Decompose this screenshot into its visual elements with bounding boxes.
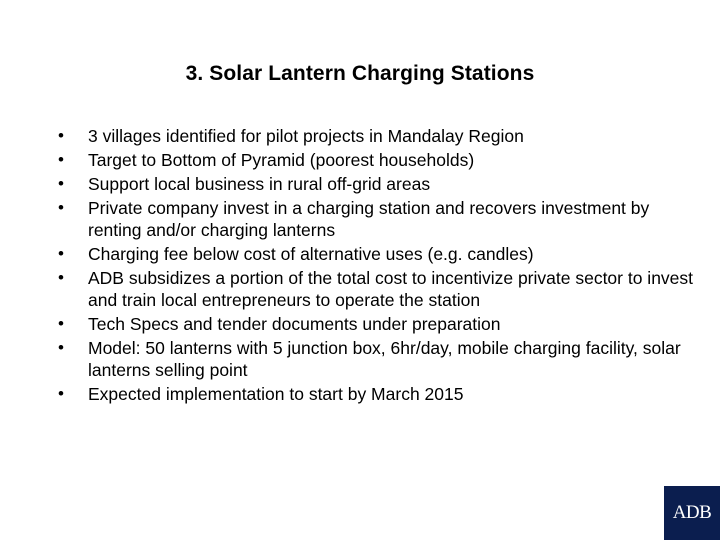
slide-title: 3. Solar Lantern Charging Stations: [185, 62, 535, 85]
bullet-text: Target to Bottom of Pyramid (poorest households): [88, 150, 475, 170]
bullet-item: [55, 149, 705, 171]
bullet-text: Private company invest in a charging station and recovers investment by renting and/or charging lanterns: [88, 198, 650, 240]
bullet-item: [55, 173, 705, 195]
bullet-text: Expected implementation to start by March 2015: [88, 384, 464, 404]
bullet-item: [55, 243, 705, 265]
adb-logo: ADB: [664, 486, 720, 540]
bullet-dot-icon: •: [58, 174, 64, 193]
bullet-list: [55, 125, 705, 407]
bullet-text: Model: 50 lanterns with 5 junction box, 6hr/day, mobile charging facility, solar lanterns selling point: [88, 338, 681, 380]
bullet-text: 3 villages identified for pilot projects in Mandalay Region: [88, 126, 524, 146]
bullet-dot-icon: •: [58, 268, 64, 287]
bullet-dot-icon: •: [58, 150, 64, 169]
bullet-item: [55, 267, 705, 311]
bullet-item: [55, 197, 705, 241]
bullet-dot-icon: •: [58, 198, 64, 217]
bullet-item: [55, 313, 705, 335]
bullet-text: Support local business in rural off-grid areas: [88, 174, 431, 194]
bullet-dot-icon: •: [58, 126, 64, 145]
bullet-item: [55, 337, 705, 381]
bullet-item: [55, 383, 705, 405]
bullet-text: Tech Specs and tender documents under preparation: [88, 314, 501, 334]
bullet-text: Charging fee below cost of alternative uses (e.g. candles): [88, 244, 534, 264]
bullet-dot-icon: •: [58, 244, 64, 263]
bullet-item: [55, 125, 705, 147]
bullet-dot-icon: •: [58, 338, 64, 357]
bullet-text: ADB subsidizes a portion of the total cost to incentivize private sector to invest and train local entrepreneurs to operate the station: [88, 268, 694, 310]
bullet-dot-icon: •: [58, 314, 64, 333]
bullet-dot-icon: •: [58, 384, 64, 403]
